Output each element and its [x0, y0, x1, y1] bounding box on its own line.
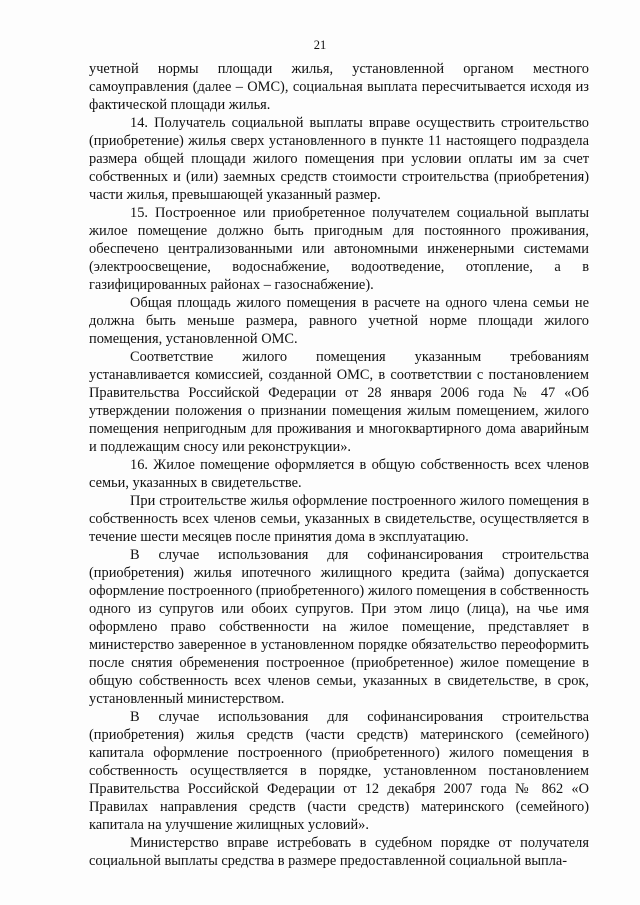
paragraph: В случае использования для софинансирования строительства (приобретения) жилья средств (части средств) материнского (семейного) капитала оформление построенного (приобретенного) жилого помещения в собственность осуществляется в порядке, установленном постановлением Правительства Российской Федерации от 12 декабря 2007 года № 862 «О Правилах направления средств (части средств) материнского (семейного) капитала на улучшение жилищных условий». [89, 709, 589, 833]
paragraph: Общая площадь жилого помещения в расчете на одного члена семьи не должна быть меньше размера, равного учетной норме площади жилого помещения, установленной ОМС. [89, 295, 589, 347]
paragraph: Соответствие жилого помещения указанным требованиям устанавливается комиссией, созданной ОМС, в соответствии с постановлением Правительства Российской Федерации от 28 января 2006 года № 47 «Об утверждении положения о признании помещения жилым помещением, жилого помещения непригодным для проживания и многоквартирного дома аварийным и подлежащим сносу или реконструкции». [89, 349, 589, 455]
page-number: 21 [313, 38, 327, 52]
paragraph: учетной нормы площади жилья, установленной органом местного самоуправления (далее – ОМС), социальная выплата пересчитывается исходя из фактической площади жилья. [89, 61, 589, 113]
paragraph: 15. Построенное или приобретенное получателем социальной выплаты жилое помещение должно быть пригодным для постоянного проживания, обеспечено централизованными или автономными инженерными системами (электроосвещение, водоснабжение, водоотведение, отопление, а в газифицированных районах – газоснабжение). [89, 205, 589, 293]
paragraph: Министерство вправе истребовать в судебном порядке от получателя социальной выплаты средства в размере предоставленной социальной выпла- [89, 835, 589, 869]
document-body [89, 60, 589, 870]
paragraph: 14. Получатель социальной выплаты вправе осуществить строительство (приобретение) жилья сверх установленного в пункте 11 настоящего подраздела размера общей площади жилого помещения при условии оплаты им за счет собственных и (или) заемных средств стоимости строительства (приобретения) части жилья, превышающей указанный размер. [89, 115, 589, 203]
paragraph: В случае использования для софинансирования строительства (приобретения) жилья ипотечного жилищного кредита (займа) допускается оформление построенного (приобретенного) жилого помещения в собственность одного из супругов или обоих супругов. При этом лицо (лица), на чье имя оформлено право собственности на жилое помещение, представляет в министерство заверенное в установленном порядке обязательство переоформить после снятия обременения построенное (приобретенное) жилое помещение в общую собственность всех членов семьи, указанных в свидетельстве, в срок, установленный министерством. [89, 547, 589, 707]
paragraph: 16. Жилое помещение оформляется в общую собственность всех членов семьи, указанных в свидетельстве. [89, 457, 589, 491]
paragraph: При строительстве жилья оформление построенного жилого помещения в собственность всех членов семьи, указанных в свидетельстве, осуществляется в течение шести месяцев после принятия дома в эксплуатацию. [89, 493, 589, 545]
